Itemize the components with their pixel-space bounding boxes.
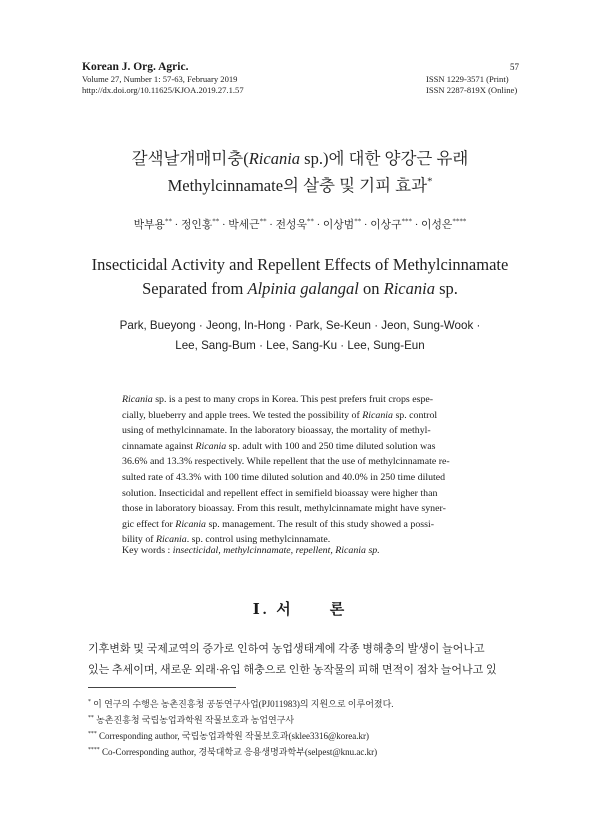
author-affiliation-mark: ** bbox=[354, 217, 362, 226]
korean-author-name: 이성은 bbox=[421, 219, 453, 231]
keywords-terms: insecticidal, methylcinnamate, repellent, Ricania sp. bbox=[172, 545, 380, 556]
abstract-text: . sp. control using methylcinnamate. bbox=[186, 534, 331, 546]
doi-link[interactable]: http://dx.doi.org/10.11625/KJOA.2019.27.1.57 bbox=[82, 85, 244, 95]
footnote-mark: **** bbox=[88, 747, 100, 753]
abstract-line bbox=[122, 501, 478, 517]
author-affiliation-mark: **** bbox=[452, 217, 467, 226]
footnote-mark: ** bbox=[88, 715, 94, 721]
korean-author-name: 박세근 bbox=[228, 219, 260, 231]
korean-author-name: 정인홍 bbox=[180, 219, 213, 231]
volume-info: Volume 27, Number 1: 57-63, February 2019 bbox=[82, 74, 238, 84]
korean-author-name: 전성욱 bbox=[275, 219, 307, 231]
author-separator: · bbox=[313, 219, 323, 231]
korean-author-name: 이상구 bbox=[370, 219, 402, 231]
author-separator: · bbox=[266, 219, 276, 231]
korean-authors bbox=[0, 217, 600, 232]
issn-online: ISSN 2287-819X (Online) bbox=[426, 85, 518, 95]
keywords-label: Key words : bbox=[122, 545, 173, 556]
abstract-italic: Ricania bbox=[175, 518, 206, 530]
english-authors-line2: Lee, Sang-Bum · Lee, Sang-Ku · Lee, Sung-Eun bbox=[175, 339, 425, 352]
footnote-mark: *** bbox=[88, 731, 97, 737]
english-title-genus: Ricania bbox=[383, 279, 435, 298]
keywords bbox=[122, 545, 380, 556]
english-title-species: Alpinia galangal bbox=[247, 279, 359, 298]
korean-title-line2 bbox=[0, 172, 600, 196]
abstract-text: sulted rate of 43.3% with 100 time diluted solution and 40.0% in 250 time diluted bbox=[122, 471, 446, 483]
author-separator: · bbox=[412, 219, 422, 231]
abstract-text: sp. adult with 100 and 250 time diluted solution was bbox=[226, 440, 436, 452]
abstract-line bbox=[122, 392, 478, 408]
korean-title-line2-text: Methylcinnamate의 살충 및 기피 효과 bbox=[167, 176, 428, 195]
footnote-text: 이 연구의 수행은 농촌진흥청 공동연구사업(PJ011983)의 지원으로 이루어졌다. bbox=[93, 699, 394, 709]
abstract-italic: Ricania bbox=[195, 440, 227, 452]
korean-author-name: 박부용 bbox=[133, 219, 165, 231]
abstract-italic: Ricania bbox=[122, 394, 153, 405]
english-title-part: Separated from bbox=[142, 279, 248, 298]
abstract-line bbox=[122, 408, 478, 424]
abstract-line bbox=[122, 470, 478, 486]
issn-print: ISSN 1229-3571 (Print) bbox=[426, 74, 509, 84]
korean-title-prefix: 갈색날개매미충( bbox=[131, 149, 249, 168]
korean-title-line1 bbox=[0, 145, 600, 169]
intro-line2: 있는 추세이며, 새로운 외래·유입 해충으로 인한 농작물의 피해 면적이 점차 늘어나고 있 bbox=[88, 664, 497, 676]
footnote-1 bbox=[88, 697, 394, 710]
abstract-line bbox=[122, 439, 478, 455]
korean-title-italic: Ricania bbox=[248, 149, 301, 168]
title-footnote-mark: * bbox=[427, 175, 433, 188]
abstract-line bbox=[122, 454, 478, 470]
korean-author-name: 이상범 bbox=[322, 219, 355, 231]
author-separator: · bbox=[219, 219, 229, 231]
footnote-text: Co-Corresponding author, 경북대학교 응용생명과학부(selpest@knu.ac.kr) bbox=[101, 747, 378, 757]
journal-name: Korean J. Org. Agric. bbox=[82, 61, 189, 73]
intro-line1: 기후변화 및 국제교역의 증가로 인하여 농업생태계에 각종 병해충의 발생이 늘어나고 bbox=[88, 643, 485, 655]
english-title-part: sp. bbox=[434, 279, 458, 298]
abstract-italic: Ricania bbox=[362, 409, 393, 421]
abstract-text: bility of bbox=[122, 534, 157, 546]
abstract-text: sp. control bbox=[392, 409, 438, 421]
abstract-text: cinnamate against bbox=[122, 440, 196, 452]
abstract-italic: Ricania bbox=[156, 534, 187, 546]
korean-title-suffix: sp.)에 대한 양강근 유래 bbox=[300, 149, 469, 168]
abstract-text: sp. is a pest to many crops in Korea. This pest prefers fruit crops espe- bbox=[152, 394, 434, 405]
abstract-line bbox=[122, 517, 478, 533]
abstract-line bbox=[122, 423, 478, 439]
author-affiliation-mark: ** bbox=[259, 217, 267, 226]
english-authors-line1: Park, Bueyong · Jeong, In-Hong · Park, Se-Keun · Jeon, Sung-Wook · bbox=[119, 319, 481, 332]
author-affiliation-mark: ** bbox=[164, 217, 172, 226]
footnote-4 bbox=[88, 745, 377, 758]
footnote-text: Corresponding author, 국립농업과학원 작물보호과(sklee3316@korea.kr) bbox=[99, 731, 369, 741]
abstract-text: 36.6% and 13.3% respectively. While repellent that the use of methylcinnamate re- bbox=[122, 456, 450, 468]
abstract-line bbox=[122, 486, 478, 502]
footnote-3 bbox=[88, 729, 369, 742]
english-title-part: on bbox=[358, 279, 384, 298]
footnote-text: 농촌진흥청 국립농업과학원 작물보호과 농업연구사 bbox=[96, 715, 295, 725]
footnote-mark: * bbox=[88, 699, 91, 705]
abstract-text: those in laboratory bioassay. From this result, methylcinnamate might have syner- bbox=[122, 503, 446, 515]
english-title-line2 bbox=[0, 279, 600, 299]
abstract-text: using of methylcinnamate. In the laboratory bioassay, the mortality of methyl- bbox=[122, 425, 431, 437]
author-affiliation-mark: ** bbox=[306, 217, 314, 226]
abstract-text: solution. Insecticidal and repellent effect in semifield bioassay were higher than bbox=[122, 487, 438, 499]
author-affiliation-mark: *** bbox=[401, 217, 413, 226]
author-separator: · bbox=[171, 219, 181, 231]
abstract-text: sp. management. The result of this study showed a possi- bbox=[206, 518, 435, 530]
abstract-text: cially, blueberry and apple trees. We tested the possibility of bbox=[122, 409, 363, 421]
abstract-text: gic effect for bbox=[122, 518, 176, 530]
abstract bbox=[122, 392, 478, 548]
footnote-divider bbox=[88, 687, 236, 688]
author-separator: · bbox=[361, 219, 371, 231]
page-number: 57 bbox=[510, 62, 519, 72]
footnote-2 bbox=[88, 713, 294, 726]
section-heading: Ⅰ. 서 론 bbox=[252, 602, 348, 618]
english-title-line1: Insecticidal Activity and Repellent Effects of Methylcinnamate bbox=[91, 255, 509, 274]
author-affiliation-mark: ** bbox=[212, 217, 220, 226]
